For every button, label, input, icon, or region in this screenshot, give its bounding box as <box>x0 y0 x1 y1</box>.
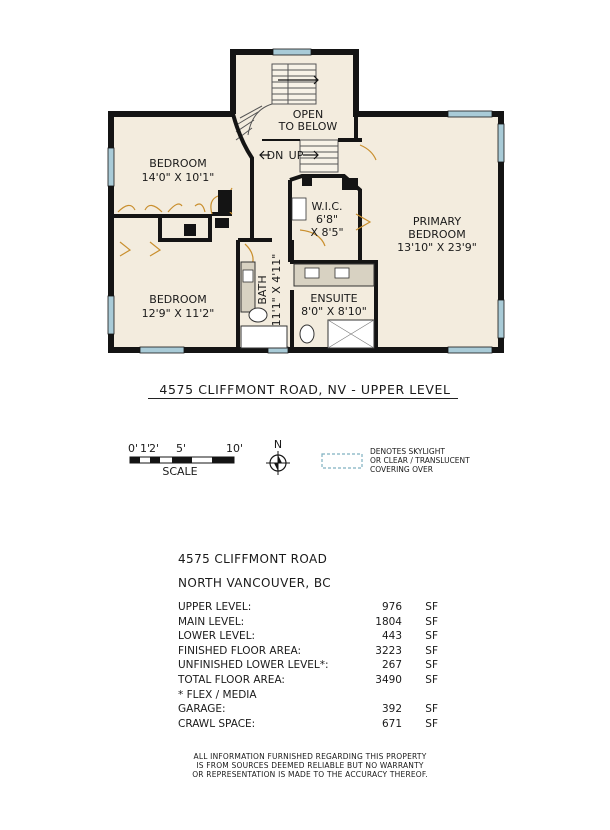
stair-up-label: UP <box>288 149 304 162</box>
area-row <box>178 688 438 703</box>
scale-tick-0: 0' <box>128 442 139 455</box>
title-underline <box>148 398 458 399</box>
area-unit: SF <box>425 659 438 672</box>
area-row <box>178 600 438 615</box>
primary-name-2: BEDROOM <box>408 228 466 241</box>
area-row <box>178 658 438 673</box>
area-value: 443 <box>381 630 402 643</box>
disclaimer-line-3: OR REPRESENTATION IS MADE TO THE ACCURACY THEREOF. <box>192 770 428 779</box>
area-row <box>178 644 438 659</box>
area-label: FINISHED FLOOR AREA: <box>178 644 302 657</box>
area-row <box>178 673 438 688</box>
area-label: MAIN LEVEL: <box>178 615 245 628</box>
area-label: * FLEX / MEDIA <box>178 688 257 701</box>
legend-line-3: COVERING OVER <box>370 465 433 474</box>
bedroom2-name: BEDROOM <box>149 293 207 306</box>
skylight-legend-swatch <box>322 454 362 468</box>
open-to-below-1: OPEN <box>292 108 324 121</box>
scale-tick-5: 5' <box>176 442 187 455</box>
area-value: 267 <box>381 659 402 672</box>
area-value <box>348 688 402 703</box>
area-unit: SF <box>425 644 438 657</box>
scale-bar <box>128 442 243 478</box>
area-value: 671 <box>381 717 402 730</box>
compass-icon <box>266 438 290 475</box>
primary-dims: 13'10" X 23'9" <box>397 241 477 254</box>
open-to-below-2: TO BELOW <box>278 120 338 133</box>
area-table <box>178 600 438 731</box>
area-value: 976 <box>381 601 402 613</box>
area-unit: SF <box>425 673 438 686</box>
area-row <box>178 702 438 717</box>
area-label: CRAWL SPACE: <box>178 717 256 730</box>
disclaimer-line-2: IS FROM SOURCES DEEMED RELIABLE BUT NO WARRANTY <box>196 761 424 770</box>
area-value: 3490 <box>375 673 402 686</box>
area-row <box>178 717 438 732</box>
area-row <box>178 629 438 644</box>
legend-line-1: DENOTES SKYLIGHT <box>370 447 445 456</box>
scale-tick-10: 10' <box>226 442 244 455</box>
area-label: TOTAL FLOOR AREA: <box>178 673 285 686</box>
area-unit: SF <box>425 630 438 643</box>
primary-name-1: PRIMARY <box>412 215 462 228</box>
wic-name: W.I.C. <box>311 200 343 213</box>
skylight-legend <box>370 447 470 474</box>
ensuite-dims: 8'0" X 8'10" <box>301 305 367 318</box>
bedroom1-name: BEDROOM <box>149 157 207 170</box>
bath-name: BATH <box>256 275 269 305</box>
ensuite-name: ENSUITE <box>310 292 358 305</box>
disclaimer-line-1: ALL INFORMATION FURNISHED REGARDING THIS PROPERTY <box>193 752 427 761</box>
area-label: UNFINISHED LOWER LEVEL*: <box>178 659 329 672</box>
address-line-1: 4575 CLIFFMONT ROAD <box>178 552 328 566</box>
area-row <box>178 615 438 630</box>
bedroom1-dims: 14'0" X 10'1" <box>141 171 215 184</box>
wic-dims-1: 6'8" <box>315 213 339 226</box>
scale-tick-2: 2' <box>149 442 160 455</box>
area-value: 1804 <box>375 615 402 628</box>
area-label: UPPER LEVEL: <box>178 601 252 613</box>
bath-dims: 11'1" X 4'11" <box>270 253 283 327</box>
disclaimer <box>170 752 450 779</box>
scale-tick-1: 1' <box>140 442 151 455</box>
area-label: LOWER LEVEL: <box>178 630 256 643</box>
bedroom2-dims: 12'9" X 11'2" <box>141 307 215 320</box>
area-label: GARAGE: <box>178 703 226 716</box>
area-value: 3223 <box>375 644 402 657</box>
stair-down-label: DN <box>266 149 284 162</box>
property-info <box>178 552 438 731</box>
compass-north: N <box>273 438 283 451</box>
area-value: 392 <box>381 703 402 716</box>
scale-label: SCALE <box>162 465 198 478</box>
plan-title: 4575 CLIFFMONT ROAD, NV - UPPER LEVEL <box>159 382 451 397</box>
area-unit: SF <box>425 601 438 613</box>
address-line-2: NORTH VANCOUVER, BC <box>178 576 332 590</box>
legend-line-2: OR CLEAR / TRANSLUCENT <box>370 456 470 465</box>
area-unit: SF <box>425 615 438 628</box>
area-unit <box>402 688 438 703</box>
wic-dims-2: X 8'5" <box>310 226 344 239</box>
area-unit: SF <box>425 703 438 716</box>
area-unit: SF <box>425 717 438 730</box>
